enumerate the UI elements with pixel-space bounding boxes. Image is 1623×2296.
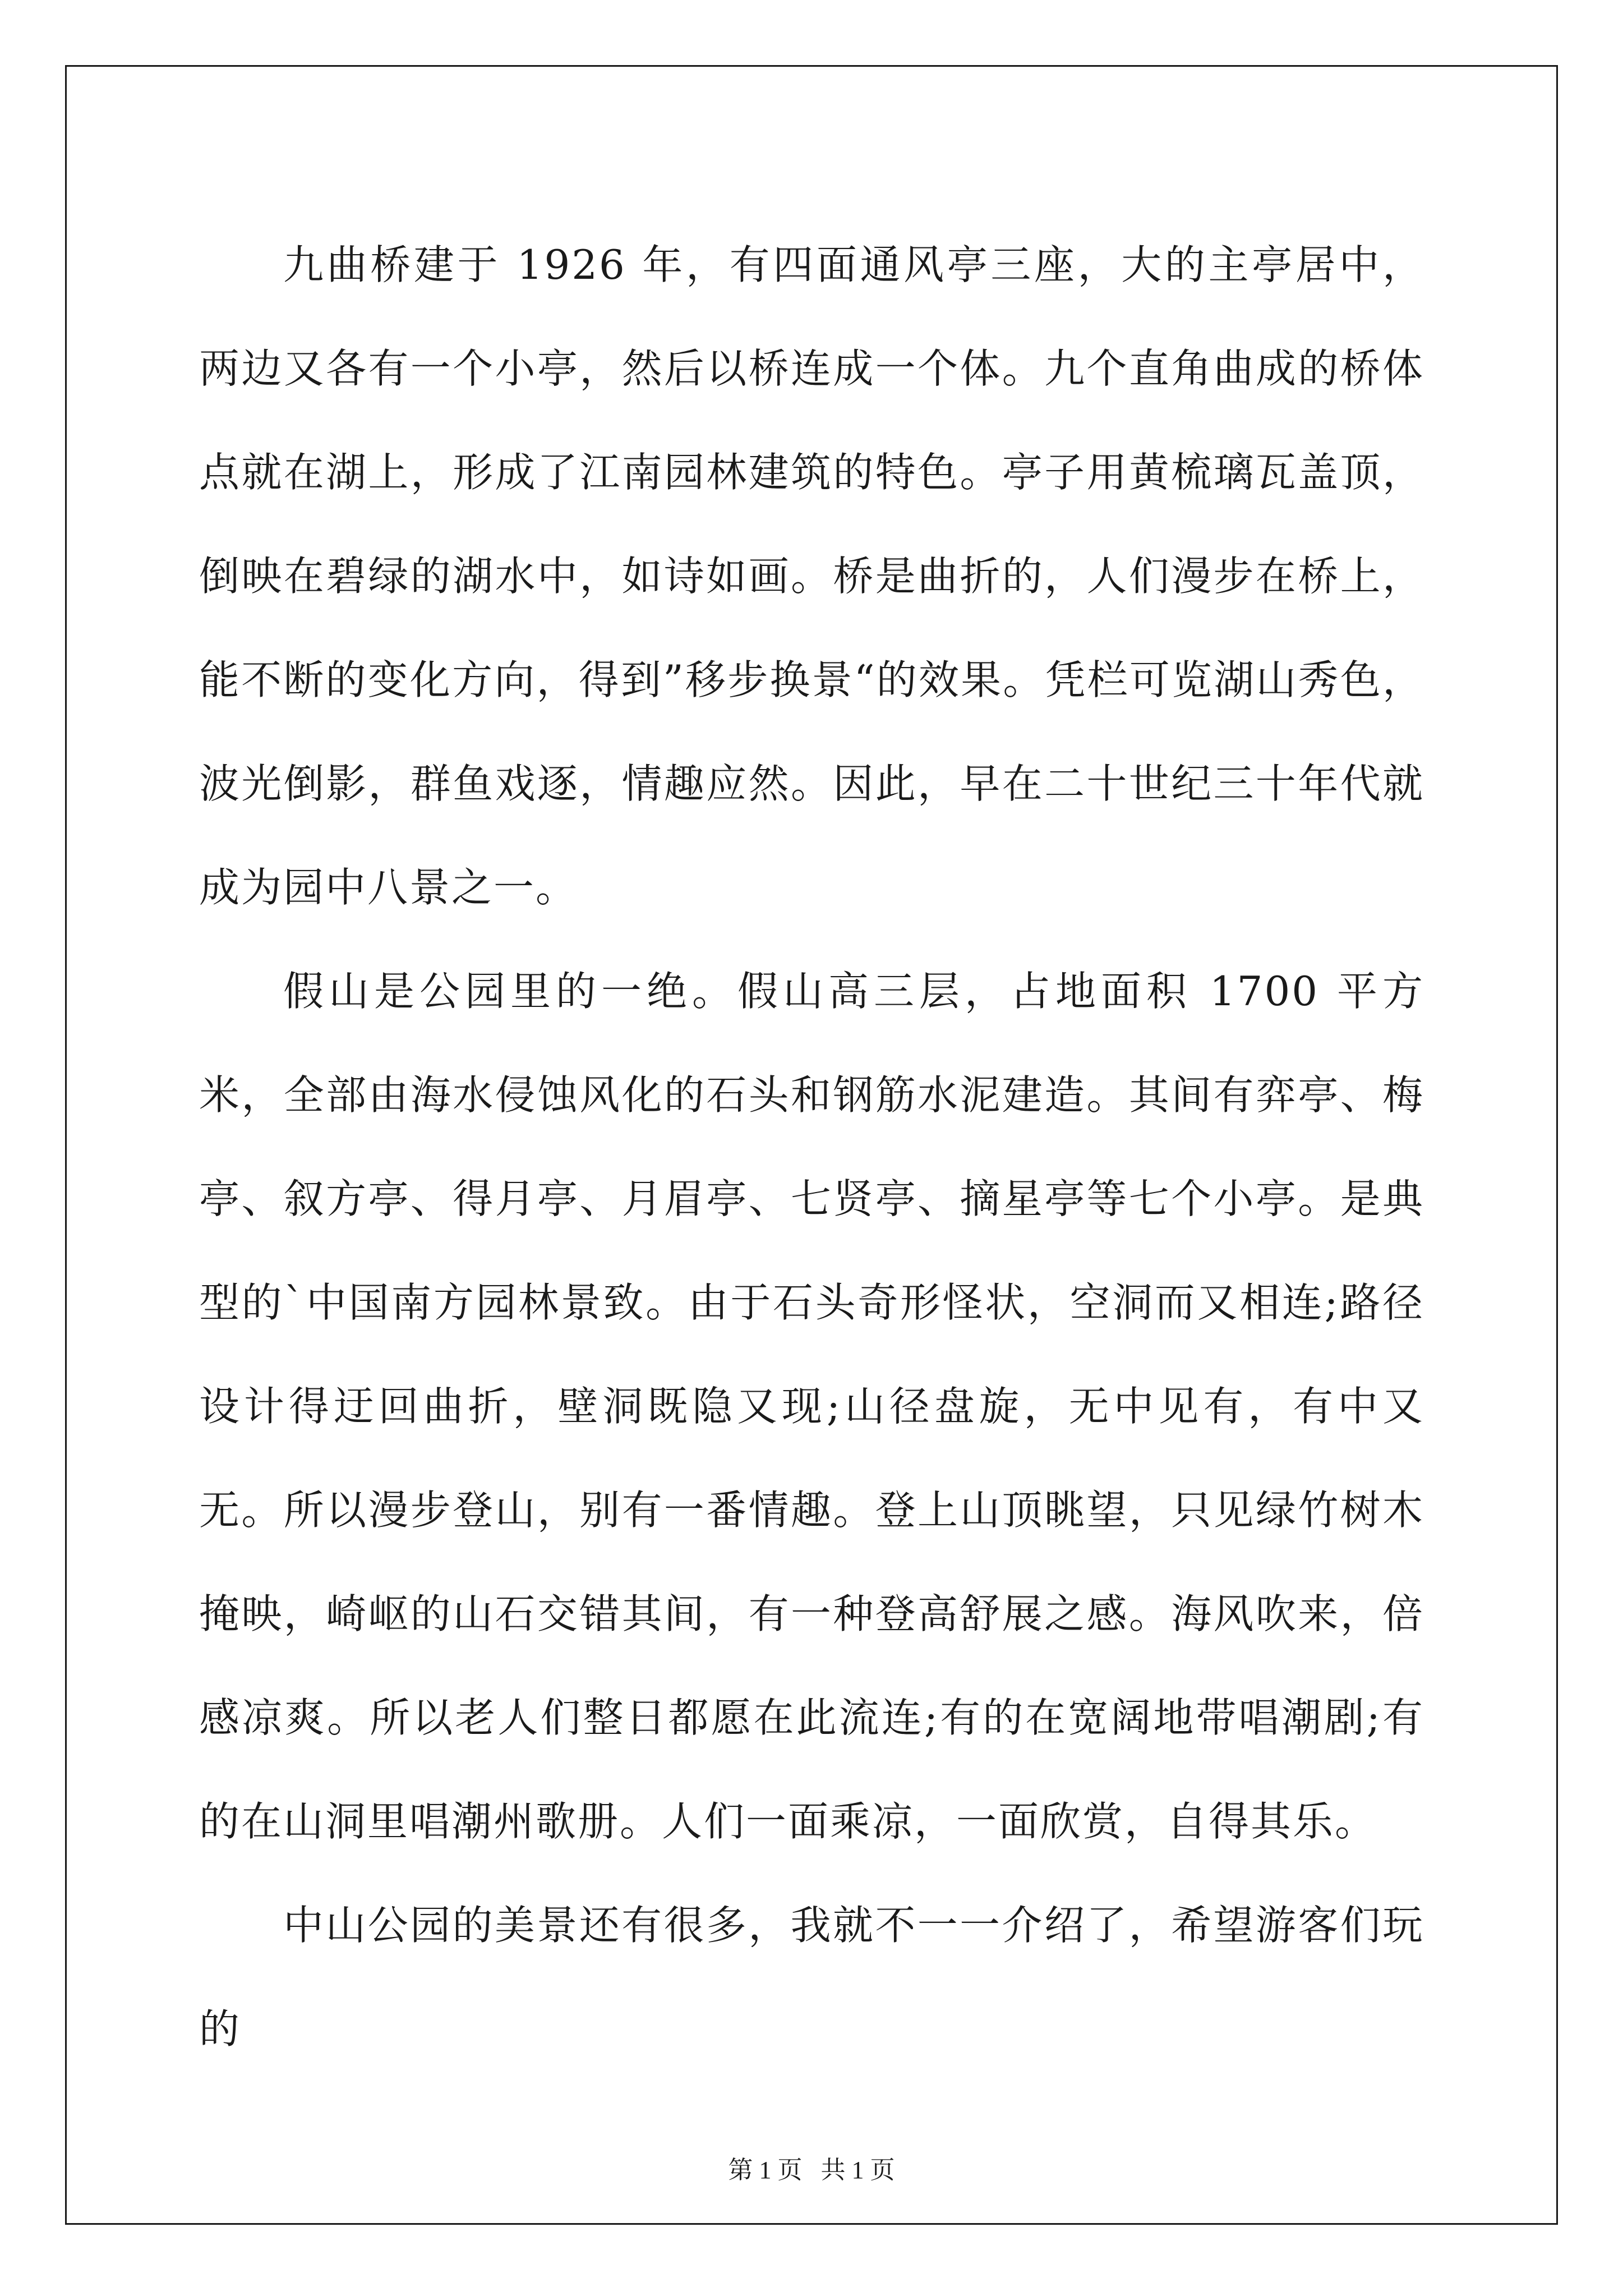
page-number: 第 1 页 [728,2156,803,2184]
page-footer [0,2150,1623,2185]
document-body [199,213,1424,2081]
page-total: 共 1 页 [820,2156,895,2184]
footer-spacer [803,2156,821,2184]
paragraph-closing: 中山公园的美景还有很多，我就不一一介绍了，希望游客们玩的 [199,1902,1424,2053]
paragraph-rockery: 假山是公园里的一绝。假山高三层，占地面积 1700 平方米，全部由海水侵蚀风化的石头和钢筋水泥建造。其间有弈亭、梅亭、叙方亭、得月亭、月眉亭、七贤亭、摘星亭等七个小亭。是典型的`中国南方园林景致。由于石头奇形怪状，空洞而又相连;路径设计得迂回曲折，壁洞既隐又现;山径盘旋，无中见有，有中又无。所以漫步登山，别有一番情趣。登上山顶眺望，只见绿竹树木掩映，崎岖的山石交错其间，有一种登高舒展之感。海风吹来，倍感凉爽。所以老人们整日都愿在此流连;有的在宽阔地带唱潮剧;有的在山洞里唱潮州歌册。人们一面乘凉，一面欣赏，自得其乐。 [199,968,1424,1845]
paragraph-nine-bend-bridge: 九曲桥建于 1926 年，有四面通风亭三座，大的主亭居中，两边又各有一个小亭，然后以桥连成一个体。九个直角曲成的桥体点就在湖上，形成了江南园林建筑的特色。亭子用黄梳璃瓦盖顶，倒映在碧绿的湖水中，如诗如画。桥是曲折的，人们漫步在桥上，能不断的变化方向，得到”移步换景“的效果。凭栏可览湖山秀色，波光倒影，群鱼戏逐，情趣应然。因此，早在二十世纪三十年代就成为园中八景之一。 [199,241,1424,911]
